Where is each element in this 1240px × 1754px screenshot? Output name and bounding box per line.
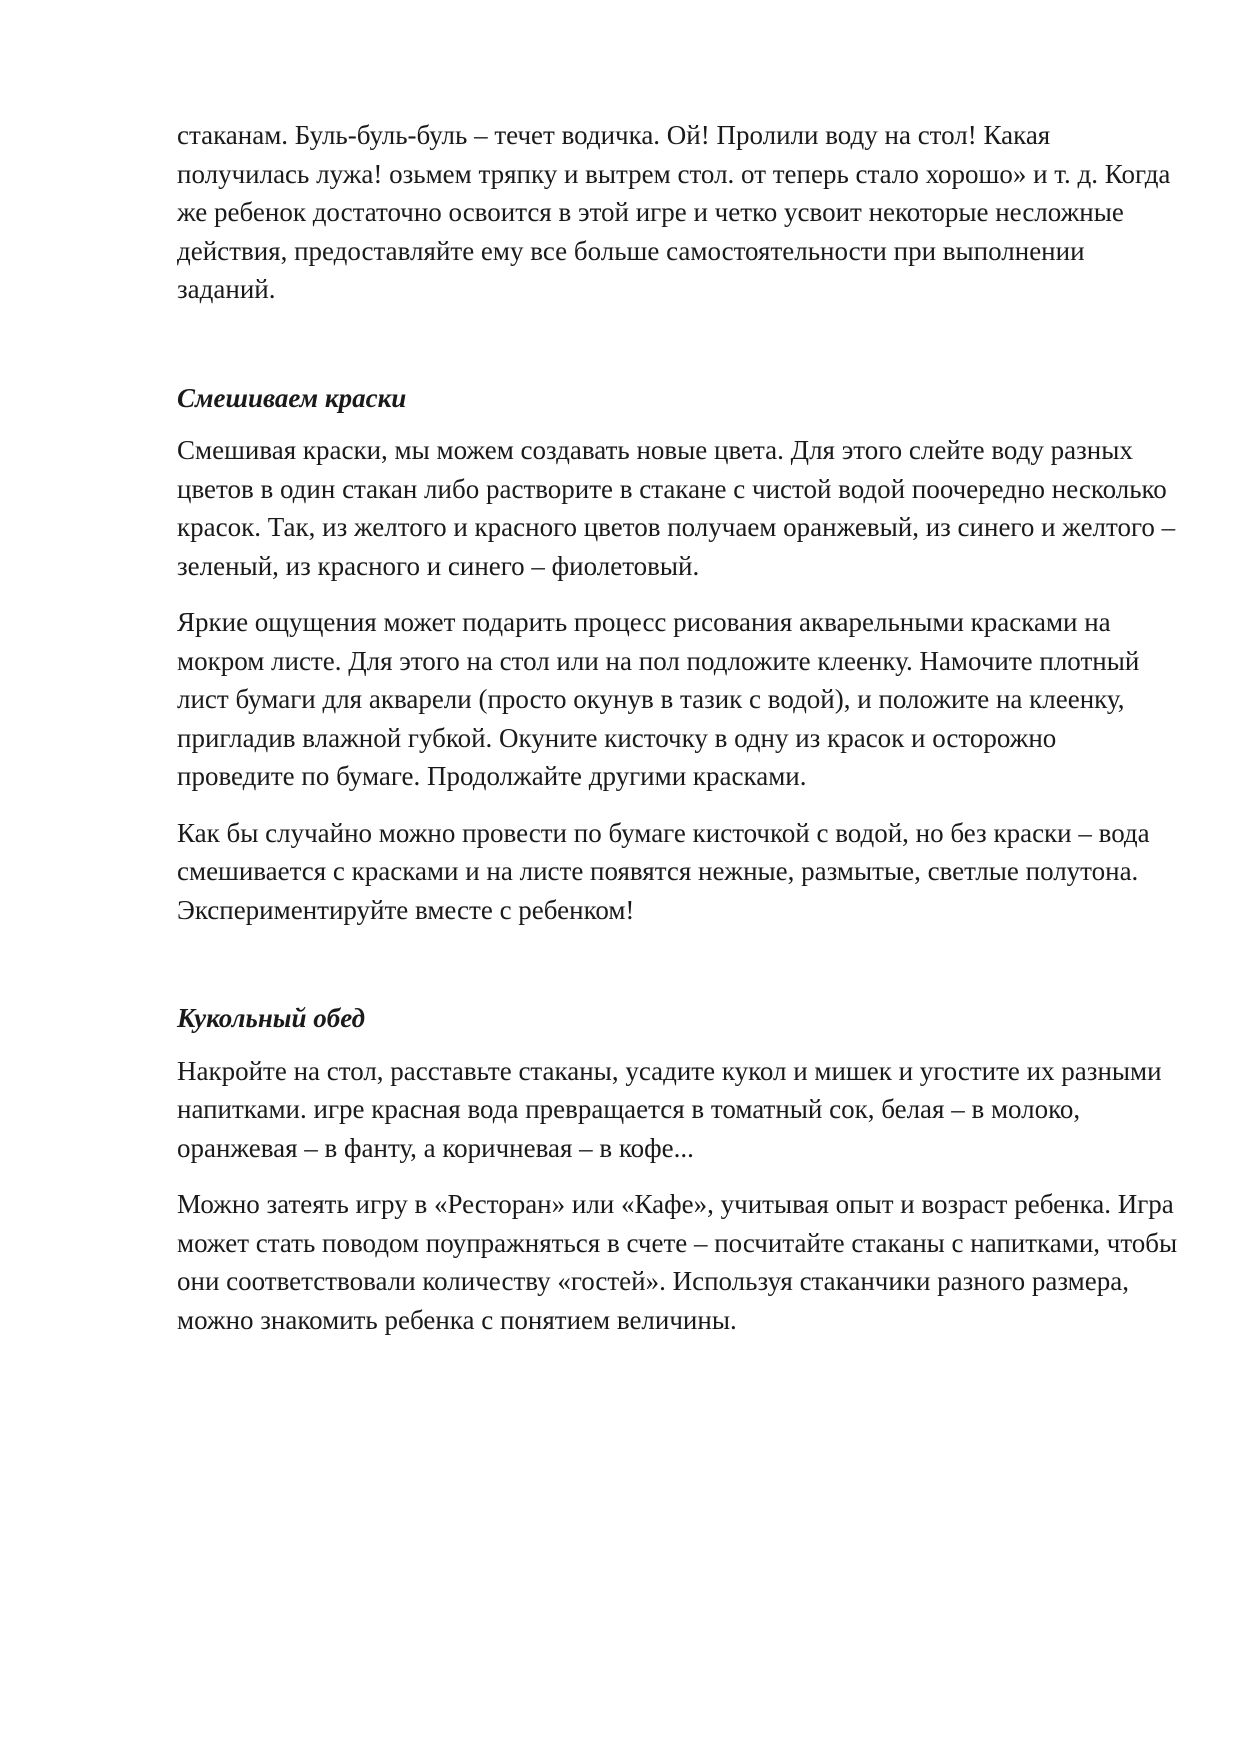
section-heading-mixing-paints: Смешиваем краски	[177, 382, 407, 413]
paragraph: Смешивая краски, мы можем создавать новые цвета. Для этого слейте воду разных цветов в один стакан либо растворите в стакане с чистой водой поочередно несколько красок. Так, из желтого и красного цветов получаем оранжевый, из синего и желтого – зеленый, из красного и синего – фиолетовый.	[177, 435, 1176, 581]
paragraph: Можно затеять игру в «Ресторан» или «Кафе», учитывая опыт и возраст ребенка. Игра может стать поводом поупражняться в счете – посчитайте стаканы с напитками, чтобы они соответствовали количеству «гостей». Используя стаканчики разного размера, можно знакомить ребенка с понятием величины.	[177, 1189, 1178, 1335]
intro-paragraph: стаканам. Буль-буль-буль – течет водичка. Ой! Пролили воду на стол! Какая получилась лужа! озьмем тряпку и вытрем стол. от теперь стало хорошо» и т. д. Когда же ребенок достаточно освоится в этой игре и четко усвоит некоторые несложные действия, предоставляйте ему все больше самостоятельности при выполнении заданий.	[177, 120, 1171, 304]
paragraph: Как бы случайно можно провести по бумаге кисточкой с водой, но без краски – вода смешивается с красками и на листе появятся нежные, размытые, светлые полутона. Экспериментируйте вместе с ребенком!	[177, 817, 1150, 925]
section-mixing-paints	[177, 379, 1180, 930]
section-doll-dinner	[177, 999, 1180, 1339]
section-heading-doll-dinner: Кукольный обед	[177, 1003, 365, 1033]
paragraph: Накройте на стол, расставьте стаканы, усадите кукол и мишек и угостите их разными напитками. игре красная вода превращается в томатный сок, белая – в молоко, оранжевая – в фанту, а коричневая – в кофе...	[177, 1055, 1162, 1163]
paragraph: Яркие ощущения может подарить процесс рисования акварельными красками на мокром листе. Для этого на стол или на пол подложите клеенку. Намочите плотный лист бумаги для акварели (просто окунув в тазик с водой), и положите на клеенку, пригладив влажной губкой. Окуните кисточку в одну из красок и осторожно проведите по бумаге. Продолжайте другими красками.	[177, 607, 1140, 791]
